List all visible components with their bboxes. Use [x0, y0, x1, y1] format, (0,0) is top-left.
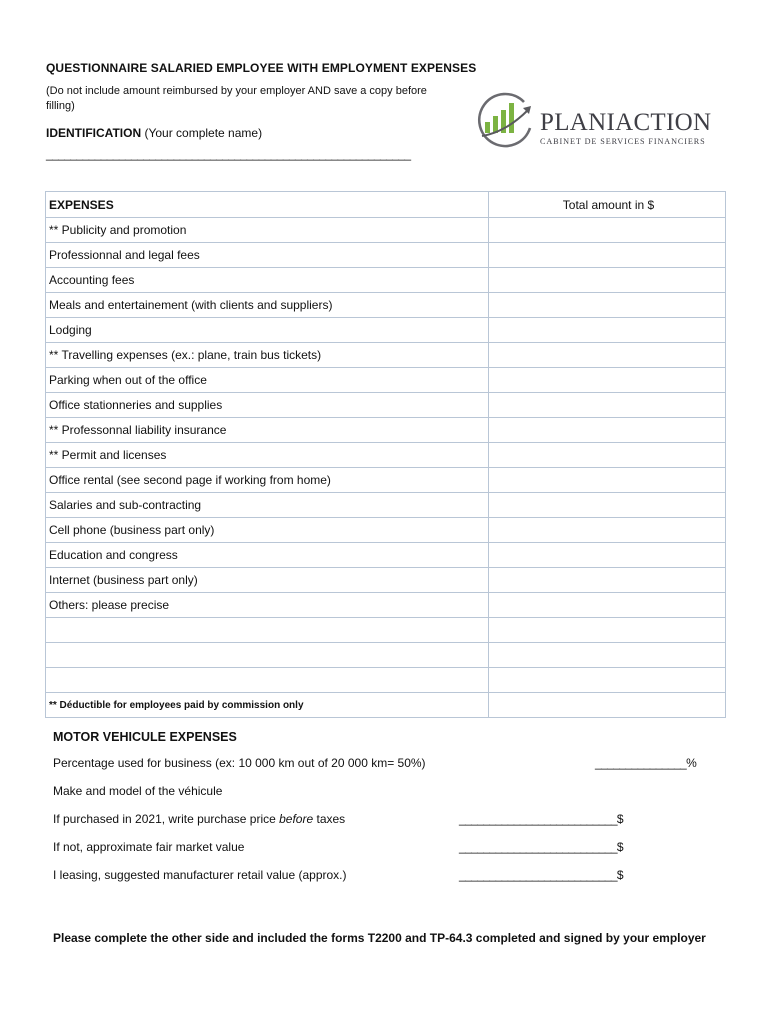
make-model-row — [53, 784, 713, 812]
expense-amount-field[interactable] — [489, 618, 726, 643]
expense-amount-field[interactable] — [489, 568, 726, 593]
document-title: QUESTIONNAIRE SALARIED EMPLOYEE WITH EMPLOYMENT EXPENSES — [46, 61, 477, 75]
expense-row — [46, 568, 726, 593]
expense-amount-field[interactable] — [489, 368, 726, 393]
closing-instruction: Please complete the other side and included the forms T2200 and TP-64.3 completed and signed by your employer — [53, 931, 706, 945]
expense-amount-field[interactable] — [489, 593, 726, 618]
expense-label: Parking when out of the office — [46, 368, 489, 393]
document-subtitle: (Do not include amount reimbursed by your employer AND save a copy before filling) — [46, 85, 427, 112]
expense-label: Cell phone (business part only) — [46, 518, 489, 543]
expense-row — [46, 243, 726, 268]
expense-label — [46, 643, 489, 668]
expense-row — [46, 468, 726, 493]
logo-text — [540, 110, 711, 146]
logo-name: PLANIACTION — [540, 109, 712, 136]
expenses-header-row — [46, 192, 726, 218]
expense-row — [46, 418, 726, 443]
percentage-label: Percentage used for business (ex: 10 000 km out of 20 000 km= 50%) — [53, 756, 426, 770]
expense-label: Office stationneries and supplies — [46, 393, 489, 418]
expense-amount-field[interactable] — [489, 243, 726, 268]
logo-tagline: CABINET DE SERVICES FINANCIERS — [540, 137, 706, 146]
expense-row — [46, 268, 726, 293]
expense-row — [46, 593, 726, 618]
expense-label: Lodging — [46, 318, 489, 343]
motor-vehicle-section — [53, 730, 713, 896]
expense-label: ** Professonnal liability insurance — [46, 418, 489, 443]
expense-amount-field[interactable] — [489, 318, 726, 343]
expense-row — [46, 343, 726, 368]
expense-amount-field[interactable] — [489, 468, 726, 493]
expense-amount-field[interactable] — [489, 268, 726, 293]
purchase-price-row — [53, 812, 713, 840]
leasing-label: I leasing, suggested manufacturer retail value (approx.) — [53, 868, 347, 882]
expense-label: ** Permit and licenses — [46, 443, 489, 468]
purchase-price-label — [53, 812, 345, 826]
expense-amount-field[interactable] — [489, 443, 726, 468]
percentage-row — [53, 756, 713, 784]
purchase-price-field[interactable]: __________________________$ — [459, 812, 623, 826]
expense-label: Others: please precise — [46, 593, 489, 618]
fair-market-row — [53, 840, 713, 868]
amount-column-header: Total amount in $ — [489, 192, 726, 218]
fair-market-field[interactable]: __________________________$ — [459, 840, 623, 854]
motor-vehicle-title: MOTOR VEHICULE EXPENSES — [53, 730, 237, 744]
purchase-label-emphasis: before — [279, 812, 314, 826]
footnote-amount-cell — [489, 693, 726, 718]
purchase-label-text: If purchased in 2021, write purchase price — [53, 812, 280, 826]
expense-row — [46, 543, 726, 568]
expense-amount-field[interactable] — [489, 293, 726, 318]
expense-row — [46, 443, 726, 468]
expense-label: Office rental (see second page if working from home) — [46, 468, 489, 493]
make-model-label: Make and model of the véhicule — [53, 784, 223, 798]
expense-row — [46, 368, 726, 393]
expense-row — [46, 393, 726, 418]
identification-name-line[interactable]: ____________________________________________________________ — [46, 147, 411, 161]
expense-amount-field[interactable] — [489, 218, 726, 243]
expense-label: ** Publicity and promotion — [46, 218, 489, 243]
expense-row — [46, 293, 726, 318]
identification-hint: (Your complete name) — [144, 126, 263, 140]
expense-row — [46, 668, 726, 693]
fair-market-label: If not, approximate fair market value — [53, 840, 245, 854]
identification-heading: IDENTIFICATION — [46, 126, 142, 140]
expense-label: Accounting fees — [46, 268, 489, 293]
expense-row — [46, 318, 726, 343]
expense-label: Education and congress — [46, 543, 489, 568]
leasing-row — [53, 868, 713, 896]
expense-label — [46, 668, 489, 693]
expenses-table — [45, 191, 726, 718]
expense-amount-field[interactable] — [489, 418, 726, 443]
expense-amount-field[interactable] — [489, 643, 726, 668]
expense-amount-field[interactable] — [489, 493, 726, 518]
expense-label: ** Travelling expenses (ex.: plane, train bus tickets) — [46, 343, 489, 368]
expense-label: Internet (business part only) — [46, 568, 489, 593]
expenses-column-header: EXPENSES — [46, 192, 489, 218]
expense-amount-field[interactable] — [489, 518, 726, 543]
expense-row — [46, 493, 726, 518]
expense-label: Professionnal and legal fees — [46, 243, 489, 268]
expense-label — [46, 618, 489, 643]
expense-amount-field[interactable] — [489, 393, 726, 418]
expenses-footnote-row — [46, 693, 726, 718]
expense-label: Meals and entertainement (with clients and suppliers) — [46, 293, 489, 318]
leasing-field[interactable]: __________________________$ — [459, 868, 623, 882]
expense-amount-field[interactable] — [489, 668, 726, 693]
percentage-field[interactable]: _______________% — [595, 756, 697, 770]
commission-footnote: ** Déductible for employees paid by commission only — [46, 693, 489, 718]
identification-label — [46, 126, 262, 140]
expense-row — [46, 518, 726, 543]
expense-label: Salaries and sub-contracting — [46, 493, 489, 518]
expense-row — [46, 618, 726, 643]
purchase-label-suffix: taxes — [313, 812, 346, 826]
expense-row — [46, 218, 726, 243]
expense-amount-field[interactable] — [489, 343, 726, 368]
expense-amount-field[interactable] — [489, 543, 726, 568]
expense-row — [46, 643, 726, 668]
